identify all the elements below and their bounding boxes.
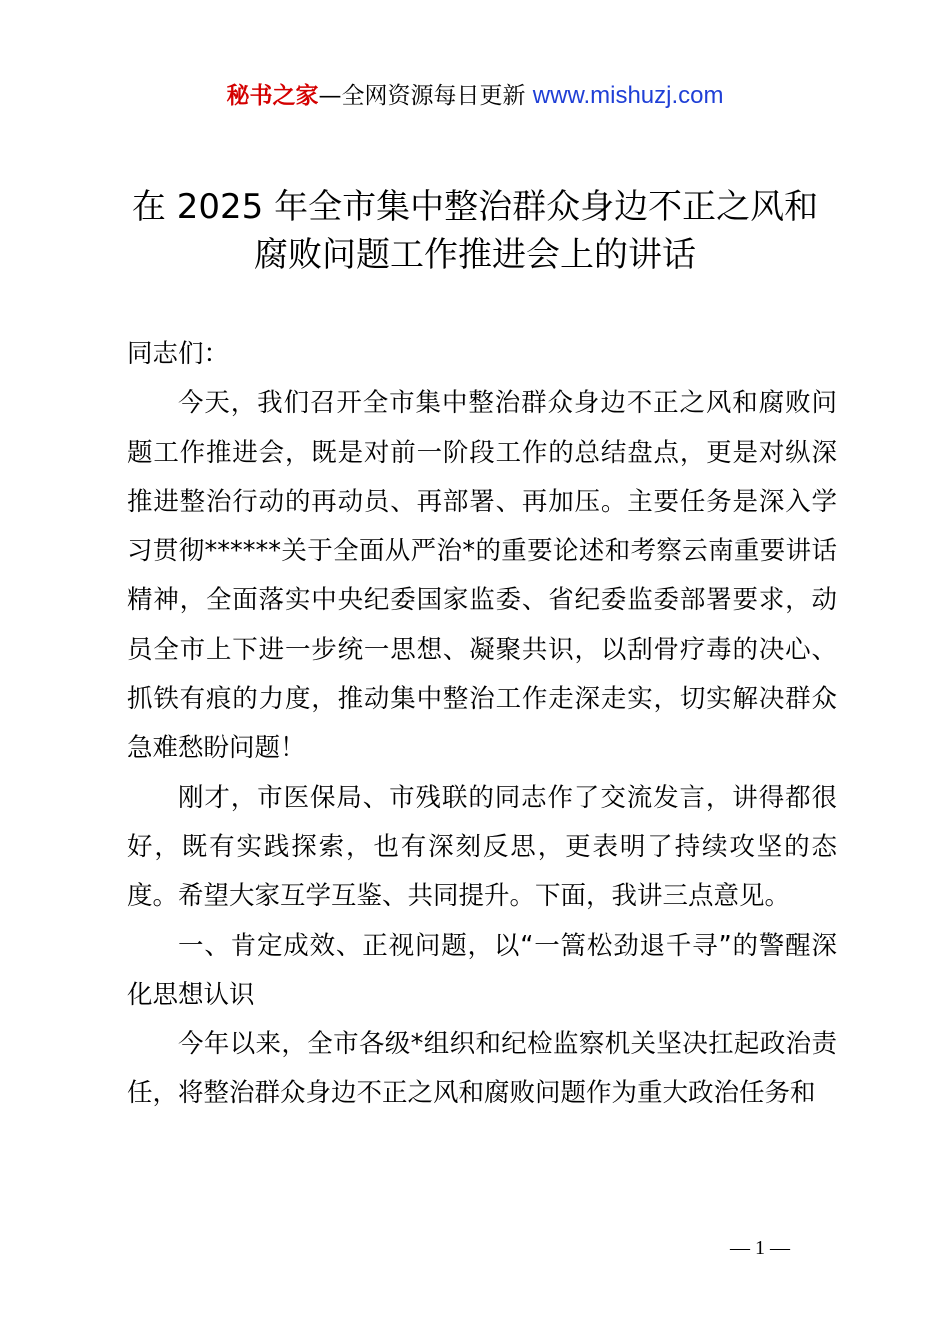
document-body [127,330,837,1119]
paragraph-section-1: 今年以来，全市各级*组织和纪检监察机关坚决扛起政治责任，将整治群众身边不正之风和腐败问题作为重大政治任务和 [127,1029,837,1109]
brand-name: 秘书之家 [226,83,319,109]
header-tagline: —全网资源每日更新 [318,83,526,109]
site-header [0,80,950,112]
paragraph-exchange: 刚才，市医保局、市残联的同志作了交流发言，讲得都很好，既有实践探索，也有深刻反思，更表明了持续攻坚的态度。希望大家互学互鉴、共同提升。下面，我讲三点意见。 [127,782,837,912]
document-title [60,183,890,279]
page-number: — 1 — [730,1237,790,1259]
site-url-link[interactable]: www.mishuzj.com [532,82,724,109]
paragraph-opening: 今天，我们召开全市集中整治群众身边不正之风和腐败问题工作推进会，既是对前一阶段工作的总结盘点，更是对纵深推进整治行动的再动员、再部署、再加压。主要任务是深入学习贯彻******关于全面从严治*的重要论述和考察云南重要讲话精神，全面落实中央纪委国家监委、省纪委监委部署要求，动员全市上下进一步统一思想、凝聚共识，以刮骨疗毒的决心、抓铁有痕的力度，推动集中整治工作走深走实，切实解决群众急难愁盼问题！ [127,388,837,764]
title-line-2: 腐败问题工作推进会上的讲话 [254,235,696,275]
section-heading-1: 一、肯定成效、正视问题，以“一篙松劲退千寻”的警醒深化思想认识 [127,930,837,1010]
salutation: 同志们： [127,339,230,369]
title-line-1: 在 2025 年全市集中整治群众身边不正之风和 [131,187,819,227]
